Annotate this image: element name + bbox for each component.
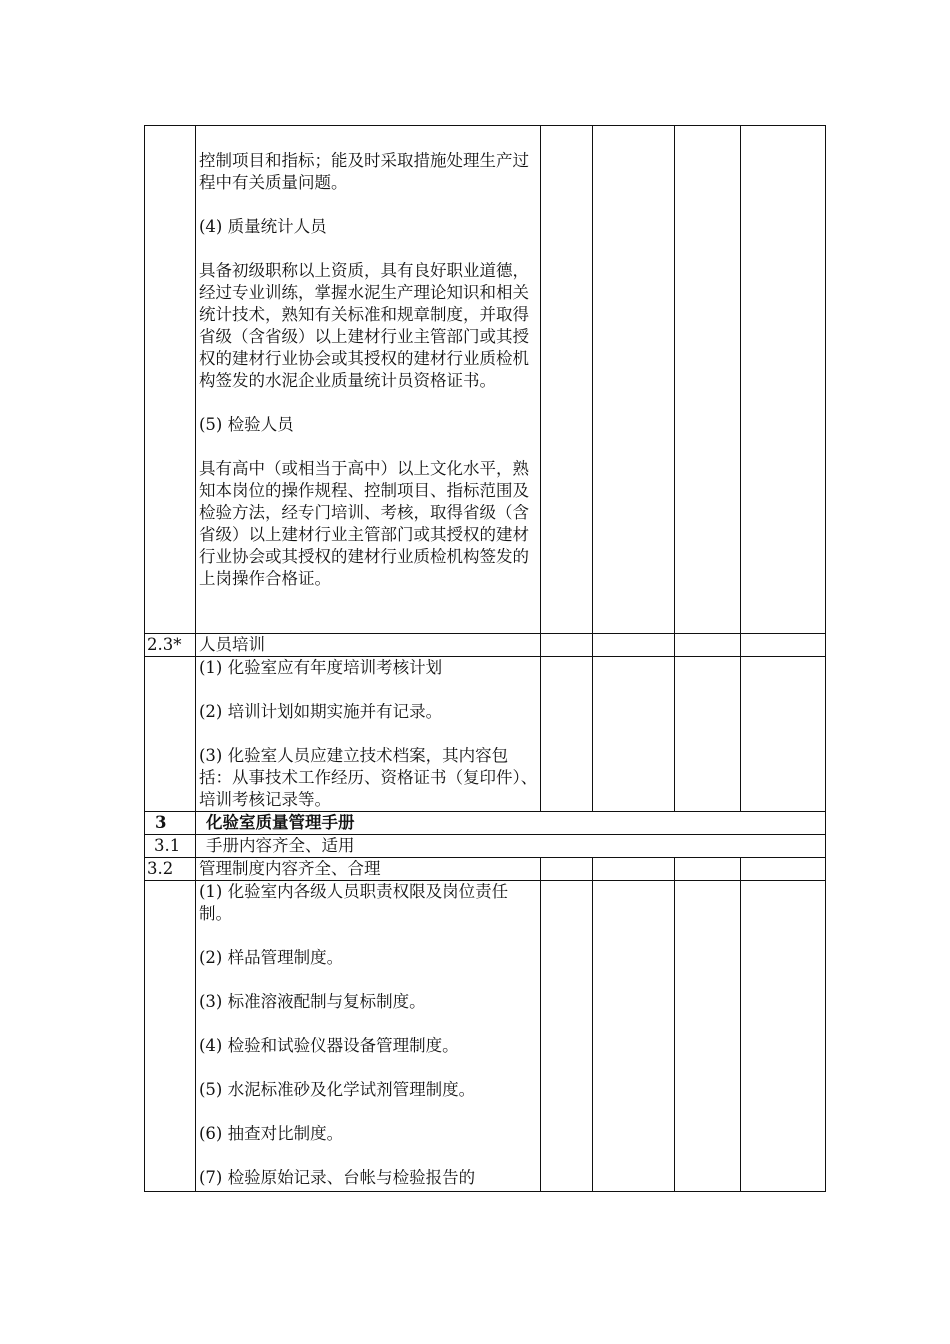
score-cell <box>741 657 826 812</box>
paragraph: (3) 标准溶液配制与复标制度。 <box>199 992 426 1011</box>
score-cell <box>593 634 675 657</box>
section-title-cell: 化验室质量管理手册 <box>196 812 826 835</box>
table-row <box>145 858 826 881</box>
item-number-cell: 2.3* <box>145 634 196 657</box>
paragraph: (3) 化验室人员应建立技术档案，其内容包括：从事技术工作经历、资格证书（复印件）、培训考核记录等。 <box>199 746 538 809</box>
score-cell <box>593 881 675 1192</box>
paragraph: (2) 样品管理制度。 <box>199 948 344 967</box>
score-cell <box>541 657 593 812</box>
item-number-cell: 3 <box>145 812 196 835</box>
content-cell <box>196 126 541 634</box>
paragraph: (4) 检验和试验仪器设备管理制度。 <box>199 1036 459 1055</box>
paragraph: (5) 水泥标准砂及化学试剂管理制度。 <box>199 1080 476 1099</box>
paragraph: (1) 化验室内各级人员职责权限及岗位责任制。 <box>199 882 509 923</box>
inspection-table <box>144 125 826 1192</box>
section-row <box>145 812 826 835</box>
item-number-cell <box>145 126 196 634</box>
score-cell <box>541 126 593 634</box>
table-row <box>145 126 826 634</box>
content-cell <box>196 657 541 812</box>
paragraph: (4) 质量统计人员 <box>199 217 327 236</box>
score-cell <box>675 657 741 812</box>
table-row <box>145 657 826 812</box>
paragraph: (2) 培训计划如期实施并有记录。 <box>199 702 443 721</box>
paragraph: (7) 检验原始记录、台帐与检验报告的 <box>199 1168 476 1187</box>
score-cell <box>541 881 593 1192</box>
score-cell <box>741 881 826 1192</box>
item-number-cell: 3.2 <box>145 858 196 881</box>
paragraph: 控制项目和指标；能及时采取措施处理生产过程中有关质量问题。 <box>199 151 529 192</box>
score-cell <box>675 858 741 881</box>
paragraph: (6) 抽查对比制度。 <box>199 1124 344 1143</box>
table-row <box>145 634 826 657</box>
paragraph: (1) 化验室应有年度培训考核计划 <box>199 658 443 677</box>
score-cell <box>541 858 593 881</box>
item-number-cell: 3.1 <box>145 835 196 858</box>
score-cell <box>593 657 675 812</box>
item-number-cell <box>145 657 196 812</box>
score-cell <box>741 126 826 634</box>
score-cell <box>675 881 741 1192</box>
item-number-cell <box>145 881 196 1192</box>
table-row <box>145 835 826 858</box>
paragraph: 具备初级职称以上资质，具有良好职业道德，经过专业训练，掌握水泥生产理论知识和相关统计技术，熟知有关标准和规章制度，并取得省级（含省级）以上建材行业主管部门或其授权的建材行业协会或其授权的建材行业质检机构签发的水泥企业质量统计员资格证书。 <box>199 261 529 390</box>
table-row <box>145 881 826 1192</box>
score-cell <box>593 126 675 634</box>
item-title-cell: 手册内容齐全、适用 <box>196 835 826 858</box>
score-cell <box>741 858 826 881</box>
score-cell <box>593 858 675 881</box>
score-cell <box>675 634 741 657</box>
score-cell <box>741 634 826 657</box>
score-cell <box>675 126 741 634</box>
item-title-cell: 人员培训 <box>196 634 541 657</box>
paragraph: 具有高中（或相当于高中）以上文化水平，熟知本岗位的操作规程、控制项目、指标范围及检验方法，经专门培训、考核，取得省级（含省级）以上建材行业主管部门或其授权的建材行业协会或其授权的建材行业质检机构签发的上岗操作合格证。 <box>199 459 529 588</box>
content-cell <box>196 881 541 1192</box>
score-cell <box>541 634 593 657</box>
item-title-cell: 管理制度内容齐全、合理 <box>196 858 541 881</box>
paragraph: (5) 检验人员 <box>199 415 294 434</box>
